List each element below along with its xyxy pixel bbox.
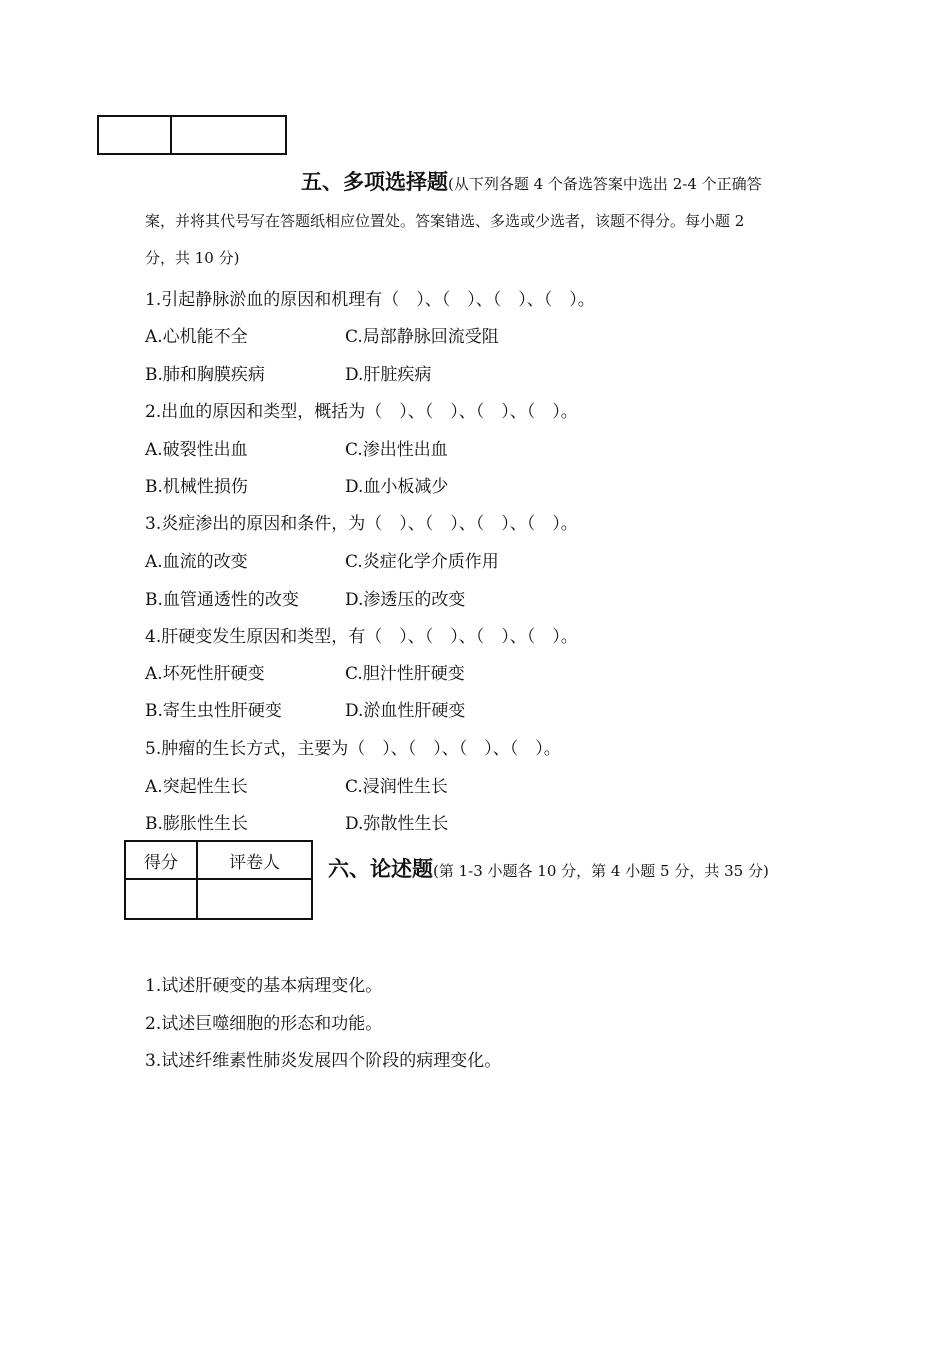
option-b: B.血管通透性的改变 (145, 590, 299, 610)
question-stem: 5.肿瘤的生长方式，主要为（ ）、（ ）、（ ）、（ ）。 (145, 739, 561, 759)
section6-note: (第 1-3 小题各 10 分，第 4 小题 5 分，共 35 分) (433, 862, 769, 880)
section5-title: 五、多项选择题 (301, 170, 448, 194)
option-a: A.破裂性出血 (145, 440, 248, 460)
grader-label: 评卷人 (197, 841, 312, 879)
score-label: 得分 (125, 841, 197, 879)
score-cell (125, 879, 197, 919)
option-a: A.心机能不全 (145, 327, 248, 347)
score-box-top (97, 115, 287, 155)
option-a: A.坏死性肝硬变 (145, 664, 265, 684)
option-a: A.血流的改变 (145, 552, 248, 572)
question-stem: 2.出血的原因和类型，概括为（ ）、（ ）、（ ）、（ ）。 (145, 402, 578, 422)
essay-question: 1.试述肝硬变的基本病理变化。 (145, 976, 383, 996)
section6-title: 六、论述题 (328, 857, 433, 881)
essay-question: 3.试述纤维素性肺炎发展四个阶段的病理变化。 (145, 1051, 502, 1071)
option-d: D.弥散性生长 (345, 814, 449, 834)
section5-note-line3: 分，共 10 分) (145, 249, 240, 267)
option-d: D.渗透压的改变 (345, 590, 466, 610)
option-c: C.渗出性出血 (345, 440, 448, 460)
option-c: C.浸润性生长 (345, 777, 448, 797)
section6-heading (328, 853, 769, 883)
option-d: D.淤血性肝硬变 (345, 701, 466, 721)
section5-note-line1: (从下列各题 4 个备选答案中选出 2-4 个正确答 (448, 175, 762, 193)
grader-cell (197, 879, 312, 919)
section5-heading (301, 166, 762, 196)
question-stem: 3.炎症渗出的原因和条件，为（ ）、（ ）、（ ）、（ ）。 (145, 514, 578, 534)
option-b: B.寄生虫性肝硬变 (145, 701, 282, 721)
question-stem: 1.引起静脉淤血的原因和机理有（ ）、（ ）、（ ）、（ ）。 (145, 290, 595, 310)
grader-cell (171, 116, 286, 154)
option-c: C.胆汁性肝硬变 (345, 664, 465, 684)
option-b: B.膨胀性生长 (145, 814, 248, 834)
option-b: B.机械性损伤 (145, 477, 248, 497)
section5-note-line2: 案，并将其代号写在答题纸相应位置处。答案错选、多选或少选者，该题不得分。每小题 2 (145, 212, 745, 230)
option-c: C.局部静脉回流受阻 (345, 327, 499, 347)
question-stem: 4.肝硬变发生原因和类型，有（ ）、（ ）、（ ）、（ ）。 (145, 627, 578, 647)
option-b: B.肺和胸膜疾病 (145, 365, 265, 385)
option-a: A.突起性生长 (145, 777, 248, 797)
option-d: D.肝脏疾病 (345, 365, 432, 385)
option-c: C.炎症化学介质作用 (345, 552, 499, 572)
score-box-section6 (124, 840, 313, 920)
essay-question: 2.试述巨噬细胞的形态和功能。 (145, 1014, 383, 1034)
score-cell (98, 116, 171, 154)
option-d: D.血小板减少 (345, 477, 449, 497)
